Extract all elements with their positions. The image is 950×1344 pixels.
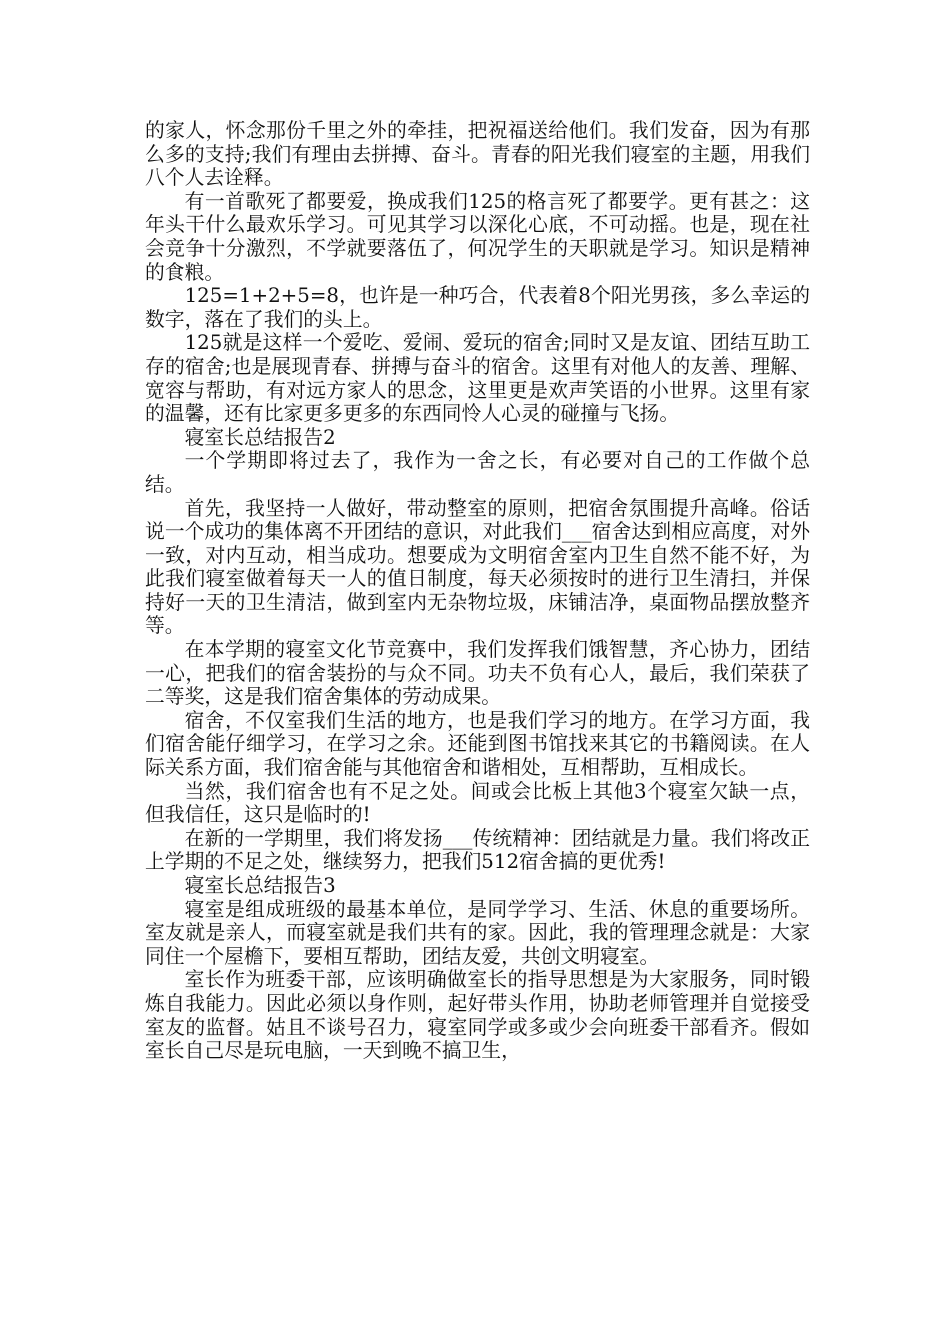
paragraph: 在新的一学期里，我们将发扬___传统精神：团结就是力量。我们将改正上学期的不足之处，继续努力，把我们512宿舍搞的更优秀! [145, 826, 810, 874]
document-page [145, 119, 810, 1063]
paragraph: 首先，我坚持一人做好，带动整室的原则，把宿舍氛围提升高峰。俗话说一个成功的集体离不开团结的意识，对此我们___宿舍达到相应高度，对外一致，对内互动，相当成功。想要成为文明宿舍室内卫生自然不能不好，为此我们寝室做着每天一人的值日制度，每天必须按时的进行卫生清扫，并保持好一天的卫生清洁，做到室内无杂物垃圾，床铺洁净，桌面物品摆放整齐等。 [145, 496, 810, 638]
section-heading: 寝室长总结报告3 [184, 874, 336, 897]
paragraph: 当然，我们宿舍也有不足之处。间或会比板上其他3个寝室欠缺一点，但我信任，这只是临时的! [145, 779, 810, 827]
paragraph: 寝室是组成班级的最基本单位，是同学学习、生活、休息的重要场所。室友就是亲人，而寝室就是我们共有的家。因此，我的管理理念就是：大家同住一个屋檐下，要相互帮助，团结友爱，共创文明寝室。 [145, 897, 810, 968]
paragraph: 有一首歌死了都要爱，换成我们125的格言死了都要学。更有甚之：这年头干什么最欢乐学习。可见其学习以深化心底，不可动摇。也是，现在社会竞争十分激烈，不学就要落伍了，何况学生的天职就是学习。知识是精神的食粮。 [145, 189, 810, 284]
paragraph: 室长作为班委干部，应该明确做室长的指导思想是为大家服务，同时锻炼自我能力。因此必须以身作则，起好带头作用，协助老师管理并自觉接受室友的监督。姑且不谈号召力，寝室同学或多或少会向班委干部看齐。假如室长自己尽是玩电脑，一天到晚不搞卫生， [145, 968, 810, 1063]
paragraph: 在本学期的寝室文化节竞赛中，我们发挥我们饿智慧，齐心协力，团结一心，把我们的宿舍装扮的与众不同。功夫不负有心人，最后，我们荣获了二等奖，这是我们宿舍集体的劳动成果。 [145, 638, 810, 709]
section-heading: 寝室长总结报告2 [184, 425, 336, 449]
paragraph: 125就是这样一个爱吃、爱闹、爱玩的宿舍;同时又是友谊、团结互助工存的宿舍;也是展现青春、拼搏与奋斗的宿舍。这里有对他人的友善、理解、宽容与帮助，有对远方家人的思念，这里更是欢声笑语的小世界。这里有家的温馨，还有比家更多更多的东西同怜人心灵的碰撞与飞扬。 [145, 331, 810, 426]
paragraph: 125=1+2+5=8，也许是一种巧合，代表着8个阳光男孩，多么幸运的数字，落在了我们的头上。 [145, 284, 810, 331]
paragraph: 宿舍，不仅室我们生活的地方，也是我们学习的地方。在学习方面，我们宿舍能仔细学习，在学习之余。还能到图书馆找来其它的书籍阅读。在人际关系方面，我们宿舍能与其他宿舍和谐相处，互相帮助，互相成长。 [145, 708, 810, 780]
paragraph-continuation: 的家人，怀念那份千里之外的牵挂，把祝福送给他们。我们发奋，因为有那么多的支持;我们有理由去拼搏、奋斗。青春的阳光我们寝室的主题，用我们八个人去诠释。 [145, 119, 810, 190]
paragraph: 一个学期即将过去了，我作为一舍之长，有必要对自己的工作做个总结。 [145, 449, 810, 496]
